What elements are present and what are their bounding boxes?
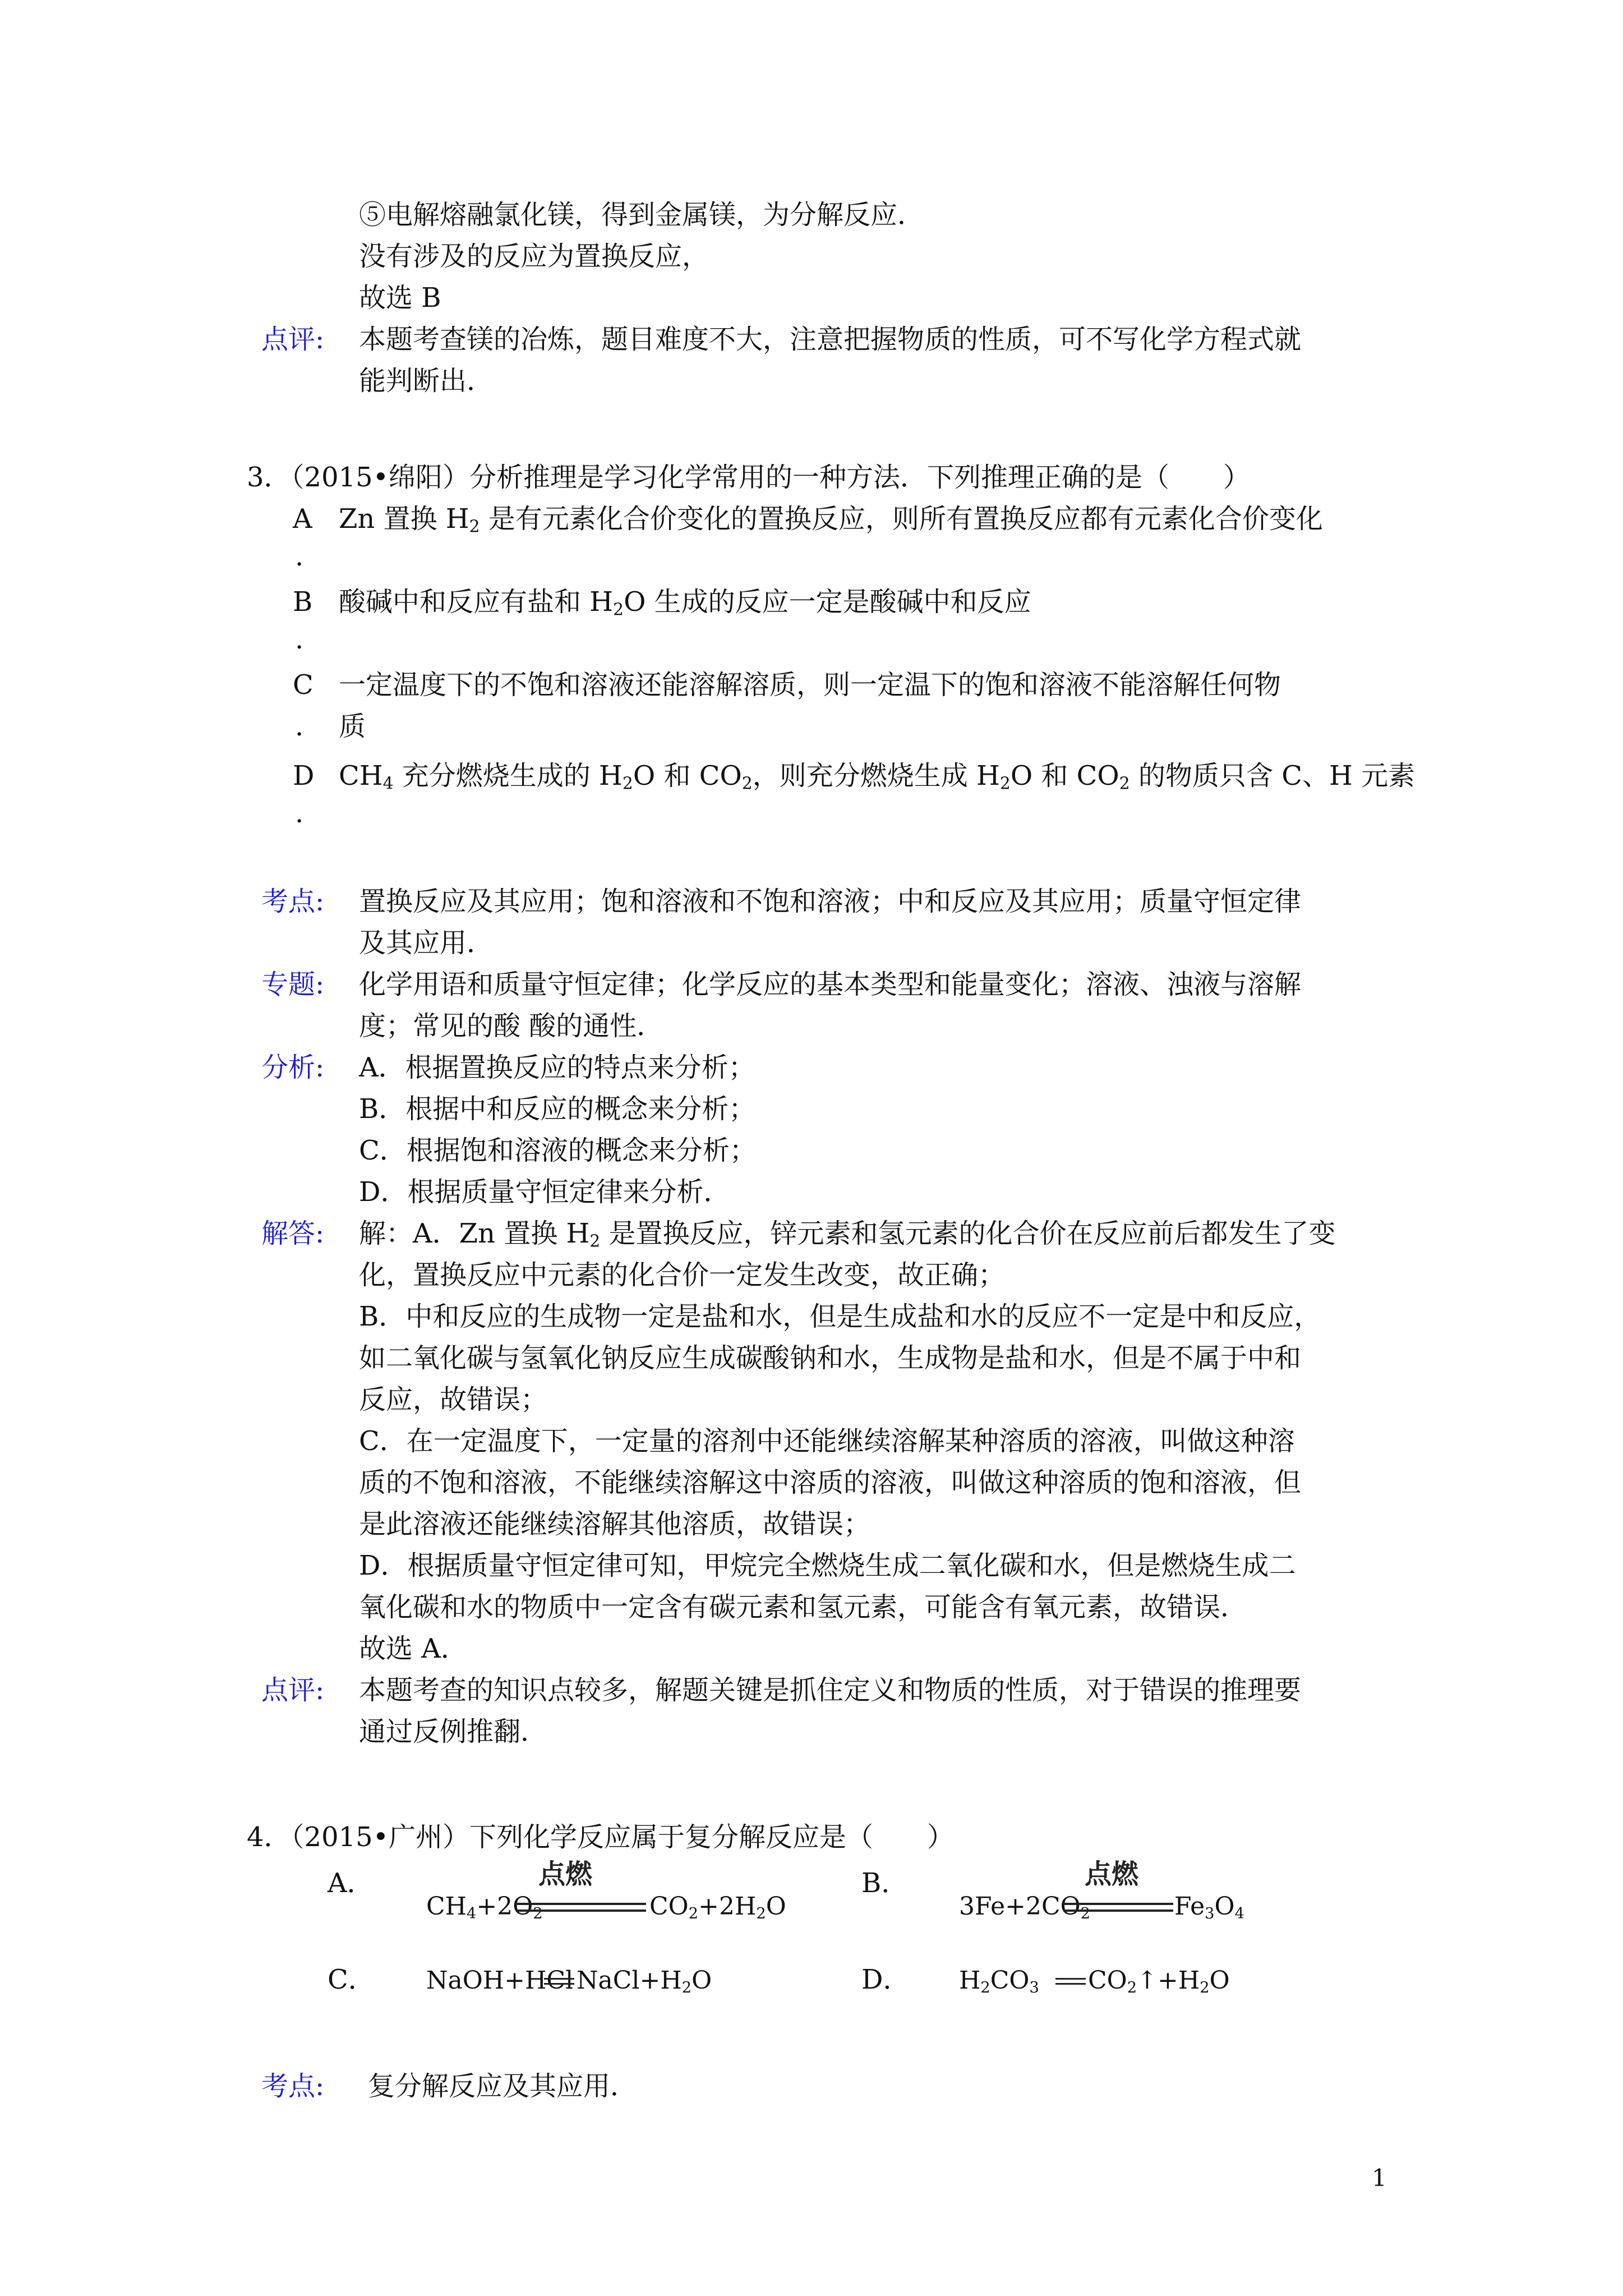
text-line: 通过反例推翻． [359,1716,548,1747]
question-4-stem: 4．（2015•广州）下列化学反应属于复分解反应是（ ） [247,1821,955,1853]
dianping-tag: 点评: [261,1674,325,1706]
answer-line-5: ⑤电解熔融氯化镁，得到金属镁，为分解反应． [359,199,925,231]
text-line: B．中和反应的生成物一定是盐和水，但是生成盐和水的反应不一定是中和反应， [359,1301,1321,1332]
equation-reactants: $3Fe+2CO_2$ [959,1892,1091,1922]
option-dot: . [295,711,304,742]
text-line: 是此溶液还能继续溶解其他溶质，故错误； [359,1508,871,1540]
comment-tag: 点评: [261,324,325,355]
option-letter: A [293,503,312,535]
double-line-sign [517,1903,646,1912]
equation-reactants: $H_2CO_3$ [959,1966,1039,1996]
option-text-cont: 质 [339,711,366,742]
q4-kaodian-tag: 考点: [261,2070,325,2102]
answer-choice: 故选 B [359,282,441,314]
option-letter: C [293,669,313,701]
text-line: 反应，故错误； [359,1384,548,1415]
text-line: 故选 A． [359,1633,468,1664]
jieda-tag: 解答: [261,1218,325,1249]
answer-line-summary: 没有涉及的反应为置换反应， [359,241,709,272]
text-line: 本题考查的知识点较多，解题关键是抓住定义和物质的性质，对于错误的推理要 [359,1674,1302,1706]
text-line: 度；常见的酸 酸的通性． [359,1010,664,1042]
text-line: 氧化碳和水的物质中一定含有碳元素和氢元素，可能含有氧元素，故错误． [359,1591,1248,1623]
comment-line-1: 本题考查镁的冶炼，题目难度不大，注意把握物质的性质，可不写化学方程式就 [359,324,1302,355]
option-text: $CH_4$ 充分燃烧生成的 $H_2O$ 和 $CO_2$，则充分燃烧生成 $H_2O$ 和 $CO_2$ 的物质只含 C、H 元素 [339,760,1415,794]
jieda-body [359,1213,1336,1669]
kaodian-tag: 考点: [261,886,325,917]
option-letter: A． [328,1867,374,1899]
zhuanti-body [359,964,1301,1047]
option-dot: . [295,624,304,655]
text-line: B．根据中和反应的概念来分析； [359,1093,756,1125]
text-line: 如二氧化碳与氢氧化钠反应生成碳酸钠和水，生成物是盐和水，但是不属于中和 [359,1342,1302,1374]
text-line: 及其应用． [359,927,494,959]
text-line: C．在一定温度下，一定量的溶剂中还能继续溶解某种溶质的溶液，叫做这种溶 [359,1425,1295,1457]
equation-reactants: NaOH+HCl [426,1966,574,1995]
question-3-stem: 3．（2015•绵阳）分析推理是学习化学常用的一种方法．下列推理正确的是（ ） [247,462,1251,493]
text-line: C．根据饱和溶液的概念来分析； [359,1135,757,1166]
text-line: 化学用语和质量守恒定律；化学反应的基本类型和能量变化；溶液、浊液与溶解 [359,969,1302,1000]
equation-products: $NaCl+H_2O$ [577,1966,712,1996]
dianping-body [359,1669,1301,1752]
option-letter: B [293,586,313,618]
double-line-sign [1063,1903,1173,1912]
kaodian-body [359,881,1301,964]
fenxi-tag: 分析: [261,1052,325,1083]
equation-reactants: $CH_4+2O_2$ [426,1892,543,1922]
text-line: 置换反应及其应用；饱和溶液和不饱和溶液；中和反应及其应用；质量守恒定律 [359,886,1302,917]
zhuanti-tag: 专题: [261,969,325,1000]
text-line: 解：A．Zn 置换 $H_2$ 是置换反应，锌元素和氢元素的化合价在反应前后都发生了变 [359,1218,1336,1251]
equation-products: $CO_2↑+H_2O$ [1088,1966,1230,1996]
option-letter: D． [861,1964,910,1995]
equals-sign [544,1978,574,1985]
equation-products: $Fe_3O_4$ [1174,1892,1244,1922]
fenxi-body [359,1047,757,1213]
comment-line-2: 能判断出． [359,365,494,397]
reaction-condition: 点燃 [538,1858,593,1890]
option-letter: C． [328,1964,375,1995]
option-text: 一定温度下的不饱和溶液还能溶解溶质，则一定温下的饱和溶液不能溶解任何物 [339,669,1281,701]
option-text: 酸碱中和反应有盐和 $H_2O$ 生成的反应一定是酸碱中和反应 [339,586,1031,620]
reaction-condition: 点燃 [1085,1858,1139,1890]
equals-sign [1055,1978,1086,1985]
text-line: 化，置换反应中元素的化合价一定发生改变，故正确； [359,1259,1006,1291]
page-number: 1 [1372,2164,1387,2192]
text-line: A．根据置换反应的特点来分析； [359,1052,755,1083]
option-dot: . [295,798,304,829]
equation-products: $CO_2+2H_2O$ [649,1892,786,1922]
option-letter: D [293,760,315,792]
text-line: D．根据质量守恒定律可知，甲烷完全燃烧生成二氧化碳和水，但是燃烧生成二 [359,1550,1296,1581]
q4-kaodian-body: 复分解反应及其应用． [368,2070,638,2102]
option-letter: B． [861,1867,909,1899]
text-line: 质的不饱和溶液，不能继续溶解这中溶质的溶液，叫做这种溶质的饱和溶液，但 [359,1467,1302,1498]
option-dot: . [295,541,304,572]
text-line: D．根据质量守恒定律来分析． [359,1176,731,1208]
option-text: Zn 置换 $H_2$ 是有元素化合价变化的置换反应，则所有置换反应都有元素化合价变化 [339,503,1323,537]
